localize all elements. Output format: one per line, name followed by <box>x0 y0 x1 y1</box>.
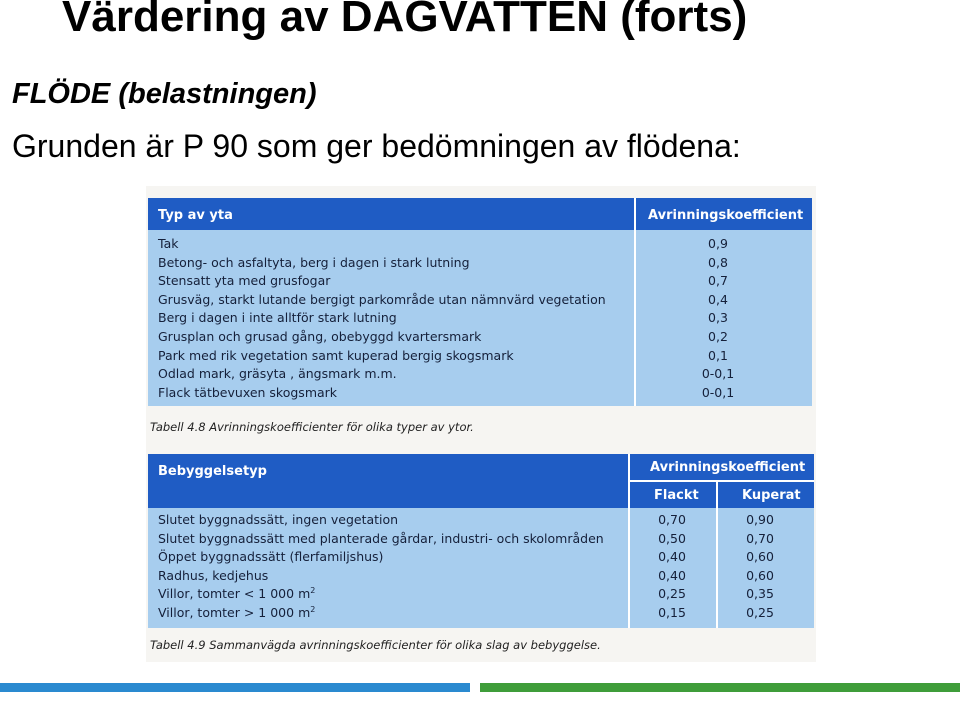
table-row-label: Park med rik vegetation samt kuperad bergig skogsmark <box>158 347 514 363</box>
table-row-value: 0,9 <box>708 236 728 251</box>
table-row-label: Grusväg, starkt lutande bergigt parkområde utan nämnvärd vegetation <box>158 291 606 307</box>
row-type-text: Radhus, kedjehus <box>158 567 269 583</box>
table-row-label: Berg i dagen i inte alltför stark lutning <box>158 310 397 326</box>
row-type-text: Slutet byggnadssätt, ingen vegetation <box>158 512 399 527</box>
col-header-hilly: Kuperat <box>742 488 801 503</box>
row-type-text: Slutet byggnadssätt med planterade gårdar, industri- och skolområden <box>158 530 604 546</box>
row-type-text: Öppet byggnadssätt (flerfamiljshus) <box>158 549 384 565</box>
table-row-flat-value: 0,25 <box>658 586 686 602</box>
column-divider <box>716 480 718 628</box>
col-header-type: Typ av yta <box>158 208 233 223</box>
table-caption: Tabell 4.8 Avrinningskoefficienter för olika typer av ytor. <box>150 420 474 434</box>
column-divider <box>628 454 630 628</box>
table-row-flat-value: 0,40 <box>658 567 686 583</box>
table-row-hilly-value: 0,70 <box>746 530 774 546</box>
superscript: 2 <box>310 605 316 614</box>
table-row-hilly-value: 0,60 <box>746 567 774 583</box>
page-title: Värdering av DAGVATTEN (forts) <box>62 0 748 41</box>
col-header-flat: Flackt <box>654 488 699 503</box>
table-row-label: Odlad mark, gräsyta , ängsmark m.m. <box>158 366 397 382</box>
table-row-hilly-value: 0,25 <box>746 605 774 620</box>
table-row-value: 0,1 <box>708 347 728 363</box>
table-row-hilly-value: 0,60 <box>746 549 774 565</box>
footer-band-green <box>480 683 960 692</box>
table-row-label: Betong- och asfaltyta, berg i dagen i stark lutning <box>158 254 470 270</box>
superscript: 2 <box>310 586 316 596</box>
col-header-type: Bebyggelsetyp <box>158 464 267 479</box>
header-divider <box>628 480 814 482</box>
table-row-value: 0,3 <box>708 310 728 326</box>
table-row-value: 0,4 <box>708 291 728 307</box>
table-row-flat-value: 0,15 <box>658 605 686 620</box>
col-header-coef: Avrinningskoefficient <box>650 460 806 475</box>
table-row-hilly-value: 0,35 <box>746 586 774 602</box>
column-divider <box>634 198 636 406</box>
row-type-text: Villor, tomter < 1 000 m <box>158 586 311 602</box>
table-row-flat-value: 0,40 <box>658 549 686 565</box>
table-row-flat-value: 0,50 <box>658 530 686 546</box>
table-row-label: Tak <box>158 236 179 251</box>
runoff-surface-table <box>148 198 812 406</box>
table-row-label <box>158 586 315 601</box>
table-row-value: 0,2 <box>708 329 728 344</box>
table-row-label <box>158 512 398 527</box>
table-row-label <box>158 531 604 546</box>
table-row-label: Stensatt yta med grusfogar <box>158 273 331 289</box>
table-row-label <box>158 605 315 620</box>
intro-text: Grunden är P 90 som ger bedömningen av flödena: <box>12 128 741 164</box>
table-row-label: Flack tätbevuxen skogsmark <box>158 384 338 400</box>
col-header-coef: Avrinningskoefficient <box>648 208 804 223</box>
table-row-label <box>158 568 268 583</box>
table-row-value: 0-0,1 <box>701 366 735 382</box>
table-header <box>148 198 812 230</box>
table-caption: Tabell 4.9 Sammanvägda avrinningskoefficienter för olika slag av bebyggelse. <box>150 638 601 652</box>
table-row-label <box>158 549 383 564</box>
runoff-building-table <box>148 454 814 628</box>
footer-band-blue <box>0 683 470 692</box>
table-row-hilly-value: 0,90 <box>746 512 774 527</box>
page-subtitle: FLÖDE (belastningen) <box>12 78 317 110</box>
table-row-value: 0-0,1 <box>701 384 735 400</box>
table-row-value: 0,7 <box>708 273 728 289</box>
table-row-label: Grusplan och grusad gång, obebyggd kvartersmark <box>158 329 482 344</box>
row-type-text: Villor, tomter > 1 000 m <box>158 605 311 621</box>
table-row-flat-value: 0,70 <box>658 512 686 527</box>
table-row-value: 0,8 <box>708 254 728 270</box>
